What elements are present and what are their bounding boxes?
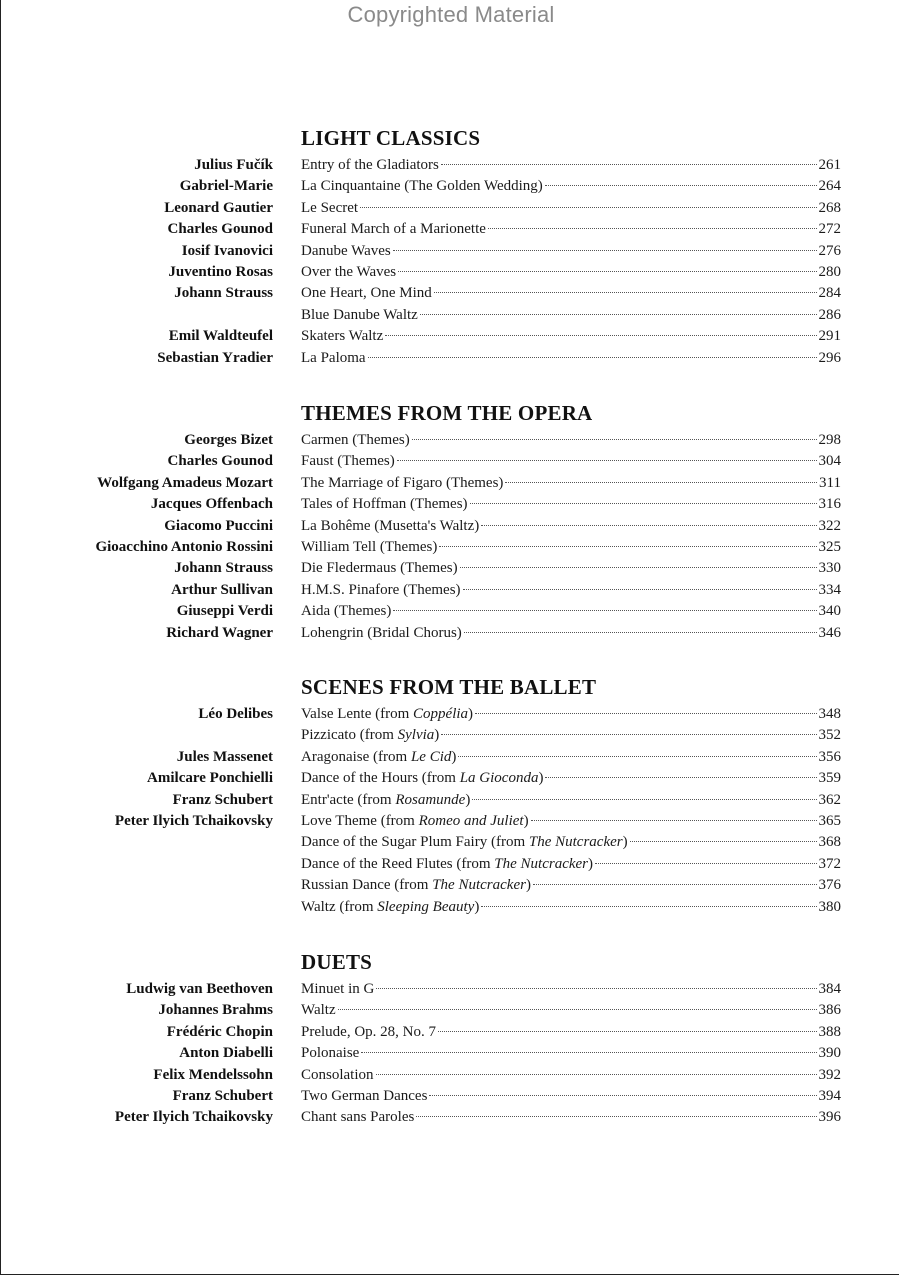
piece-line: [301, 350, 841, 367]
piece-title-text: Consolation: [301, 1066, 374, 1083]
piece-line: [301, 475, 841, 492]
piece-title: [301, 877, 531, 894]
toc-entry[interactable]: [1, 220, 900, 241]
dot-leader: [397, 460, 817, 461]
piece-title-suffix: ): [622, 834, 628, 851]
piece-title-suffix: ): [523, 812, 529, 829]
dot-leader: [368, 357, 817, 358]
composer-name: Ludwig van Beethoven: [126, 981, 273, 997]
toc-entry[interactable]: [1, 1066, 900, 1087]
composer-name: Jules Massenet: [176, 748, 273, 765]
page-number: 264: [818, 178, 841, 195]
toc-entry[interactable]: [1, 495, 900, 516]
piece-title-suffix: ): [588, 855, 594, 872]
page-number: 334: [818, 581, 841, 598]
composer-name: Sebastian Yradier: [157, 349, 273, 366]
piece-title-text: Die Fledermaus (Themes): [301, 560, 458, 577]
piece-title: [301, 1024, 436, 1041]
toc-entry[interactable]: [1, 306, 900, 327]
piece-line: [301, 770, 841, 787]
section-heading: SCENES FROM THE BALLET: [301, 675, 597, 699]
dot-leader: [393, 610, 816, 611]
piece-title: [301, 221, 486, 238]
composer-name: Johann Strauss: [174, 285, 273, 302]
piece-title: [301, 475, 503, 492]
piece-title-text: Dance of the Sugar Plum Fairy (from: [301, 834, 529, 851]
toc-entry[interactable]: [1, 898, 900, 919]
dot-leader: [533, 884, 817, 885]
piece-title: [301, 582, 461, 599]
toc-entry[interactable]: [1, 980, 900, 1001]
piece-line: [301, 328, 841, 345]
toc-entry[interactable]: [1, 748, 900, 769]
piece-line: [301, 625, 841, 642]
composer-name: Giacomo Puccini: [164, 517, 273, 534]
dot-leader: [441, 164, 817, 165]
piece-title-suffix: ): [474, 898, 480, 915]
piece-title-text: Lohengrin (Bridal Chorus): [301, 624, 462, 641]
piece-title: [301, 243, 391, 260]
toc-entry[interactable]: [1, 726, 900, 747]
piece-line: [301, 856, 841, 873]
toc-entry[interactable]: [1, 833, 900, 854]
piece-line: [301, 178, 841, 195]
toc-entry[interactable]: [1, 1087, 900, 1108]
piece-title: [301, 813, 529, 830]
dot-leader: [420, 314, 817, 315]
composer-name: Richard Wagner: [166, 624, 273, 641]
toc-entry[interactable]: [1, 517, 900, 538]
piece-title-text: Pizzicato (from: [301, 727, 398, 744]
composer-name: Peter Ilyich Tchaikovsky: [114, 1109, 273, 1126]
piece-title-suffix: ): [434, 727, 440, 744]
composer-name: Wolfgang Amadeus Mozart: [97, 474, 273, 491]
work-title: Coppélia: [413, 706, 469, 722]
dot-leader: [441, 734, 816, 735]
piece-title: [301, 539, 437, 556]
dot-leader: [463, 589, 817, 590]
piece-title: [301, 178, 543, 195]
page-number: 284: [818, 285, 841, 302]
piece-title-text: One Heart, One Mind: [301, 285, 432, 302]
piece-line: [301, 157, 841, 174]
piece-line: [301, 432, 841, 449]
piece-title-text: Blue Danube Waltz: [301, 306, 418, 323]
page-number: 356: [818, 748, 841, 765]
piece-title: [301, 749, 456, 766]
toc-entry[interactable]: [1, 242, 900, 263]
entry-list: [1, 431, 900, 645]
toc-entry[interactable]: [1, 705, 900, 726]
dot-leader: [458, 756, 816, 757]
page-number: 322: [818, 517, 841, 534]
page-number: 376: [818, 877, 841, 894]
dot-leader: [488, 228, 817, 229]
page-number: 304: [818, 453, 841, 470]
composer-name: Frédéric Chopin: [166, 1023, 273, 1040]
dot-leader: [360, 207, 816, 208]
toc-entry[interactable]: [1, 199, 900, 220]
composer-name: Johann Strauss: [174, 560, 273, 577]
dot-leader: [416, 1116, 816, 1117]
dot-leader: [531, 820, 817, 821]
page-number: 286: [818, 306, 841, 323]
piece-title-text: The Marriage of Figaro (Themes): [301, 474, 504, 491]
piece-line: [301, 727, 841, 744]
toc-entry[interactable]: [1, 263, 900, 284]
page-number: 276: [818, 242, 841, 259]
composer-name: Georges Bizet: [184, 432, 273, 448]
piece-title-text: Minuet in G: [301, 981, 375, 997]
piece-line: [301, 1045, 841, 1062]
work-title: Sylvia: [397, 727, 435, 744]
piece-line: [301, 706, 841, 723]
piece-title-text: Two German Dances: [301, 1087, 428, 1104]
piece-line: [301, 813, 841, 830]
dot-leader: [545, 777, 816, 778]
piece-title: [301, 603, 391, 620]
piece-title: [301, 285, 432, 302]
composer-name: Johannes Brahms: [158, 1002, 273, 1019]
composer-name: Iosif Ivanovici: [181, 242, 273, 259]
piece-title-text: Love Theme (from: [301, 812, 419, 829]
piece-title: [301, 792, 470, 809]
piece-line: [301, 981, 841, 998]
page-number: 386: [818, 1002, 841, 1019]
page-number: 380: [818, 898, 841, 915]
piece-title-text: La Bohême (Musetta's Waltz): [301, 517, 480, 534]
piece-title-text: Le Secret: [301, 199, 359, 216]
dot-leader: [398, 271, 816, 272]
toc-entry[interactable]: [1, 855, 900, 876]
page-number: 348: [818, 706, 841, 722]
dot-leader: [545, 185, 817, 186]
composer-name: Jacques Offenbach: [150, 496, 273, 513]
dot-leader: [481, 525, 816, 526]
piece-title: [301, 157, 439, 174]
composer-name: Arthur Sullivan: [171, 581, 273, 598]
toc-entry[interactable]: [1, 812, 900, 833]
piece-line: [301, 1024, 841, 1041]
page-number: 365: [818, 812, 841, 829]
toc-entry[interactable]: [1, 1023, 900, 1044]
page-number: 268: [818, 199, 841, 216]
piece-title: [301, 560, 458, 577]
page-number: 330: [818, 560, 841, 577]
composer-name: Leonard Gautier: [164, 199, 273, 216]
composer-name: Franz Schubert: [172, 1087, 273, 1104]
page-number: 352: [818, 727, 841, 744]
piece-title-text: Danube Waves: [301, 242, 391, 259]
piece-title-suffix: ): [538, 770, 544, 787]
toc-entry[interactable]: [1, 791, 900, 812]
toc-entry[interactable]: [1, 177, 900, 198]
dot-leader: [475, 713, 816, 714]
piece-title-text: Waltz: [301, 1002, 336, 1019]
piece-line: [301, 453, 841, 470]
piece-title: [301, 856, 593, 873]
piece-line: [301, 264, 841, 281]
page-number: 390: [818, 1045, 841, 1062]
composer-name: Charles Gounod: [167, 453, 273, 470]
piece-title: [301, 834, 628, 851]
composer-name: Gioacchino Antonio Rossini: [95, 538, 273, 555]
piece-title-text: La Paloma: [301, 349, 366, 366]
piece-title: [301, 706, 473, 723]
toc-entry[interactable]: [1, 284, 900, 305]
piece-title-text: La Cinquantaine (The Golden Wedding): [301, 178, 543, 195]
piece-title: [301, 1045, 359, 1062]
piece-title-text: Russian Dance (from: [301, 877, 433, 894]
piece-line: [301, 877, 841, 894]
toc-entry[interactable]: [1, 876, 900, 897]
composer-name: Léo Delibes: [198, 706, 273, 722]
piece-line: [301, 899, 841, 916]
piece-title-text: Prelude, Op. 28, No. 7: [301, 1023, 436, 1040]
page-number: 280: [818, 263, 841, 280]
dot-leader: [376, 1074, 817, 1075]
piece-line: [301, 200, 841, 217]
composer-name: Gabriel-Marie: [179, 178, 273, 195]
piece-title-text: Chant sans Paroles: [301, 1109, 415, 1126]
work-title: La Gioconda: [459, 770, 539, 787]
page-number: 346: [818, 624, 841, 641]
work-title: The Nutcracker: [432, 877, 526, 894]
piece-title: [301, 432, 410, 449]
page-number: 325: [818, 538, 841, 555]
dot-leader: [505, 482, 817, 483]
section-heading: THEMES FROM THE OPERA: [301, 401, 593, 425]
piece-title-text: Entry of the Gladiators: [301, 157, 439, 173]
piece-title-text: Dance of the Hours (from: [301, 770, 460, 787]
page-number: 311: [819, 474, 841, 491]
work-title: Rosamunde: [395, 791, 466, 808]
dot-leader: [630, 841, 817, 842]
page-number: 384: [818, 981, 841, 997]
dot-leader: [438, 1031, 817, 1032]
dot-leader: [361, 1052, 816, 1053]
work-title: Romeo and Juliet: [418, 812, 524, 829]
piece-line: [301, 749, 841, 766]
piece-line: [301, 243, 841, 260]
toc-entry[interactable]: [1, 559, 900, 580]
piece-title-suffix: ): [525, 877, 531, 894]
toc-entry[interactable]: [1, 1044, 900, 1065]
piece-title: [301, 350, 366, 367]
piece-line: [301, 285, 841, 302]
composer-name: Julius Fučík: [194, 157, 273, 173]
piece-title-text: Funeral March of a Marionette: [301, 221, 486, 238]
piece-title-text: Valse Lente (from: [301, 706, 414, 722]
page-number: 359: [818, 770, 841, 787]
composer-name: Emil Waldteufel: [168, 328, 273, 345]
entry-list: [1, 156, 900, 370]
toc-entry[interactable]: [1, 349, 900, 370]
piece-line: [301, 792, 841, 809]
toc-entry[interactable]: [1, 1108, 900, 1129]
work-title: The Nutcracker: [528, 834, 623, 851]
composer-name: Peter Ilyich Tchaikovsky: [114, 812, 273, 829]
toc-entry[interactable]: [1, 327, 900, 348]
dot-leader: [472, 799, 816, 800]
toc-entry[interactable]: [1, 1001, 900, 1022]
piece-title: [301, 496, 468, 513]
piece-line: [301, 539, 841, 556]
toc-entry[interactable]: [1, 624, 900, 645]
dot-leader: [439, 546, 816, 547]
dot-leader: [385, 335, 816, 336]
toc-entry[interactable]: [1, 156, 900, 177]
piece-title-text: Polonaise: [301, 1045, 360, 1062]
page-number: 372: [818, 855, 841, 872]
piece-line: [301, 1109, 841, 1126]
dot-leader: [393, 250, 817, 251]
composer-name: Felix Mendelssohn: [153, 1066, 273, 1083]
piece-line: [301, 834, 841, 851]
piece-title-text: Carmen (Themes): [301, 432, 410, 448]
work-title: The Nutcracker: [494, 855, 589, 872]
piece-line: [301, 1067, 841, 1084]
piece-title-text: Skaters Waltz: [301, 328, 384, 345]
piece-title: [301, 307, 418, 324]
toc-entry[interactable]: [1, 474, 900, 495]
composer-name: Amilcare Ponchielli: [147, 770, 273, 787]
piece-title: [301, 727, 439, 744]
page-number: 368: [818, 834, 841, 851]
dot-leader: [376, 988, 816, 989]
page-number: 396: [818, 1109, 841, 1126]
piece-title-text: Tales of Hoffman (Themes): [301, 496, 468, 513]
piece-title: [301, 200, 358, 217]
piece-title: [301, 899, 479, 916]
section-heading: LIGHT CLASSICS: [301, 126, 481, 150]
composer-name: Giuseppi Verdi: [176, 603, 273, 620]
piece-title-text: Waltz (from: [301, 898, 378, 915]
piece-title-text: Aragonaise (from: [301, 748, 411, 765]
piece-title: [301, 453, 395, 470]
work-title: Le Cid: [410, 748, 452, 765]
piece-title-text: Entr'acte (from: [301, 791, 396, 808]
piece-line: [301, 560, 841, 577]
piece-title-suffix: ): [465, 791, 471, 808]
piece-title: [301, 518, 479, 535]
piece-title: [301, 264, 396, 281]
piece-title-text: Aida (Themes): [301, 603, 392, 620]
piece-line: [301, 603, 841, 620]
entry-list: [1, 980, 900, 1130]
work-title: Sleeping Beauty: [377, 898, 475, 915]
copyright-watermark: Copyrighted Material: [347, 2, 555, 27]
section-heading: DUETS: [301, 950, 373, 974]
dot-leader: [338, 1009, 817, 1010]
piece-line: [301, 221, 841, 238]
composer-name: Franz Schubert: [172, 791, 273, 808]
piece-title: [301, 1002, 336, 1019]
dot-leader: [412, 439, 817, 440]
piece-title: [301, 981, 374, 998]
piece-title: [301, 625, 462, 642]
toc-entry[interactable]: [1, 769, 900, 790]
piece-title: [301, 1109, 414, 1126]
composer-name: Anton Diabelli: [179, 1045, 273, 1062]
piece-line: [301, 582, 841, 599]
page-number: 340: [818, 603, 841, 620]
piece-title: [301, 328, 383, 345]
piece-title: [301, 1088, 427, 1105]
dot-leader: [460, 567, 817, 568]
page-number: 362: [818, 791, 841, 808]
toc-entry[interactable]: [1, 602, 900, 623]
page-number: 388: [818, 1023, 841, 1040]
piece-line: [301, 307, 841, 324]
dot-leader: [481, 906, 816, 907]
page-number: 291: [818, 328, 841, 345]
toc-entry[interactable]: [1, 452, 900, 473]
dot-leader: [429, 1095, 816, 1096]
piece-title-text: Dance of the Reed Flutes (from: [301, 855, 495, 872]
entry-list: [1, 705, 900, 919]
page-number: 316: [818, 496, 841, 513]
page-number: 394: [818, 1087, 841, 1104]
piece-title-text: Over the Waves: [301, 263, 397, 280]
piece-title-text: H.M.S. Pinafore (Themes): [301, 581, 461, 598]
page-number: 392: [818, 1066, 841, 1083]
piece-title-suffix: ): [468, 706, 474, 722]
piece-title: [301, 770, 543, 787]
piece-line: [301, 1088, 841, 1105]
piece-line: [301, 518, 841, 535]
page-number: 298: [818, 432, 841, 448]
piece-title-text: William Tell (Themes): [301, 538, 438, 555]
page-number: 261: [818, 157, 841, 173]
dot-leader: [595, 863, 816, 864]
piece-line: [301, 496, 841, 513]
piece-title-suffix: ): [451, 748, 457, 765]
toc-entry[interactable]: [1, 431, 900, 452]
composer-name: Charles Gounod: [167, 221, 273, 238]
toc-entry[interactable]: [1, 581, 900, 602]
composer-name: Juventino Rosas: [168, 263, 273, 280]
toc-entry[interactable]: [1, 538, 900, 559]
piece-title-text: Faust (Themes): [301, 453, 395, 470]
dot-leader: [464, 632, 817, 633]
page-number: 296: [818, 349, 841, 366]
dot-leader: [470, 503, 817, 504]
piece-line: [301, 1002, 841, 1019]
piece-title: [301, 1067, 374, 1084]
dot-leader: [434, 292, 817, 293]
page-number: 272: [818, 221, 841, 238]
